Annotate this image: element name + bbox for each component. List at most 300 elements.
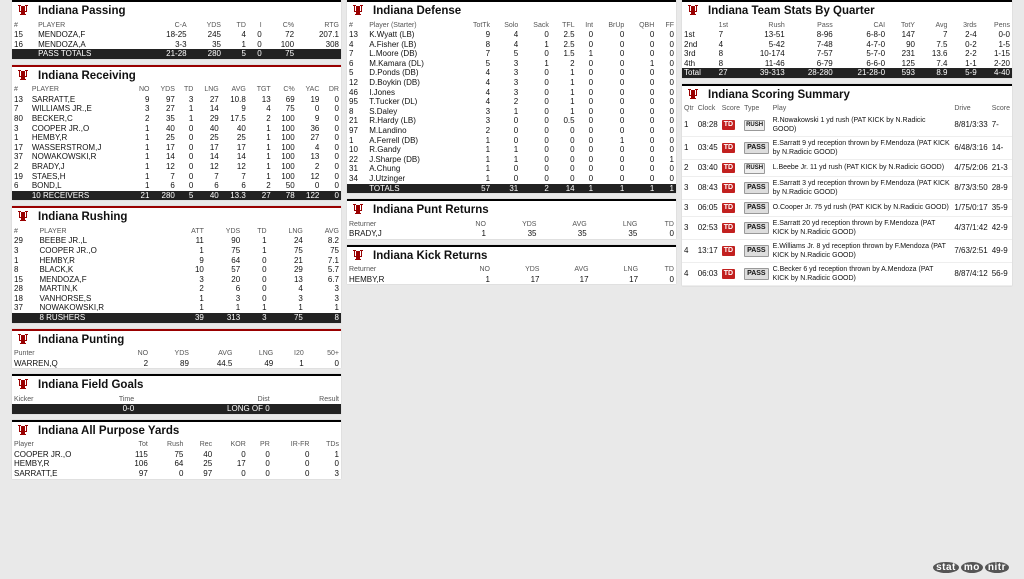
table-cell: 3 — [235, 293, 241, 303]
table-cell: 97 — [203, 469, 213, 479]
column-header: YDS — [206, 21, 221, 29]
scoring-score — [720, 239, 742, 262]
table-cell: 2.5 — [563, 30, 575, 39]
table-cell: 0 — [619, 39, 625, 49]
table-cell: 9 — [144, 94, 150, 104]
table-cell: 0 — [619, 145, 625, 155]
quarters-table — [682, 20, 1012, 78]
score-badge: TD — [723, 164, 734, 172]
table-cell: 0 — [619, 58, 625, 68]
table-cell: 27 — [310, 133, 320, 143]
table-cell: Total — [682, 68, 717, 78]
type-badge: RUSH — [744, 120, 765, 131]
column-header: Sack — [533, 21, 549, 29]
column-header: Time — [118, 395, 135, 403]
scoring-result: 28-9 — [990, 176, 1012, 199]
table-cell: L.Moore (DB) — [369, 49, 418, 59]
table-cell: 15 — [14, 274, 23, 284]
column-header: TD — [236, 21, 246, 29]
table-cell: 7 — [349, 49, 354, 59]
table-cell: 1 — [199, 245, 204, 255]
table-cell: 0 — [570, 125, 575, 135]
totals-row — [12, 49, 341, 59]
table-cell: 1-1 — [965, 58, 977, 68]
quarters-panel — [682, 0, 1012, 78]
table-cell: 35 — [628, 229, 638, 239]
table-cell: 2 — [314, 161, 320, 171]
table-cell: 75 — [264, 49, 296, 59]
table-cell: 0 — [334, 358, 339, 368]
table-cell: 1.5 — [563, 49, 575, 59]
scoring-panel — [682, 84, 1012, 286]
table-cell: 0 — [544, 154, 549, 164]
scoring-type — [742, 136, 771, 159]
column-header — [682, 20, 717, 30]
table-cell: 5 — [177, 191, 195, 201]
table-cell: 2.5 — [563, 39, 575, 49]
table-cell: 5-7-0 — [866, 49, 886, 59]
column-header: AVG — [231, 86, 246, 94]
table-cell: 20 — [231, 274, 241, 284]
table-cell: 0 — [619, 30, 625, 39]
indiana-trident-logo-icon — [16, 210, 30, 224]
table-cell: 1 — [266, 171, 271, 181]
allpurpose-table — [12, 440, 341, 479]
table-cell: S.Daley — [369, 106, 398, 116]
table-cell: 0 — [588, 39, 594, 49]
table-cell: 57 — [231, 265, 241, 275]
table-cell: 28-280 — [787, 68, 835, 78]
table-row — [347, 97, 676, 107]
score-badge: TD — [723, 144, 734, 152]
panel-title: Indiana Punt Returns — [373, 204, 489, 217]
column-header: TD — [664, 266, 674, 274]
table-cell: 36 — [310, 123, 320, 133]
table-cell: 1 — [485, 173, 491, 183]
table-row — [12, 181, 341, 191]
table-cell: 1 — [485, 154, 491, 164]
table-cell: 1 — [588, 49, 594, 59]
table-cell: 17.5 — [230, 113, 246, 123]
indiana-trident-logo-icon — [16, 333, 30, 347]
table-cell: 0 — [669, 30, 674, 39]
table-cell: 1 — [334, 303, 339, 313]
column-header: NO — [137, 350, 149, 358]
table-cell: 593 — [887, 68, 917, 78]
table-cell: 6 — [14, 181, 19, 191]
table-cell: 0 — [669, 58, 674, 68]
table-cell: 0 — [544, 106, 549, 116]
table-cell: 0 — [588, 87, 594, 97]
table-cell: 2 — [485, 125, 491, 135]
table-cell: R.Gandy — [369, 145, 401, 155]
column-header: C% — [283, 86, 295, 94]
table-cell: 13 — [261, 94, 271, 104]
panel-title: Indiana Defense — [373, 5, 462, 17]
column-header: CAI — [873, 21, 886, 29]
table-cell: 9 — [241, 104, 246, 114]
allpurpose-panel — [12, 420, 341, 479]
scoring-row — [682, 136, 1012, 159]
column-header: LNG — [622, 220, 638, 228]
column-header: TDs — [326, 441, 339, 449]
table-cell: 3 — [242, 313, 268, 323]
table-cell: 0 — [262, 265, 267, 275]
table-cell: 1st — [684, 30, 695, 39]
type-badge: PASS — [744, 245, 769, 257]
table-cell: 4th — [684, 58, 696, 68]
table-cell: 4 — [298, 284, 303, 294]
table-row — [347, 88, 676, 98]
table-cell: 0 — [265, 469, 270, 479]
table-cell: 1 — [262, 236, 267, 246]
table-cell: 1 — [266, 123, 271, 133]
table-cell: 100 — [280, 39, 295, 49]
table-cell: 25 — [165, 133, 175, 143]
table-cell: 0 — [570, 173, 575, 183]
table-row — [12, 294, 341, 304]
table-cell: 0 — [619, 87, 625, 97]
table-cell: 97 — [165, 94, 175, 104]
table-cell: D.Ponds (DB) — [369, 68, 419, 78]
table-cell: 17 — [165, 142, 175, 152]
table-cell: 17 — [530, 274, 540, 284]
table-cell: 7 — [485, 49, 491, 59]
table-cell: 1 — [144, 181, 150, 191]
table-cell: 75 — [231, 245, 241, 255]
table-cell: 3 — [513, 58, 519, 68]
table-cell: 0 — [188, 142, 194, 152]
table-cell: 27 — [248, 191, 273, 201]
table-cell: 0 — [321, 191, 341, 201]
panel-title: Indiana Team Stats By Quarter — [708, 5, 875, 17]
table-cell: 0 — [188, 181, 194, 191]
table-cell: COOPER JR.,O — [39, 245, 97, 255]
table-cell: 1 — [570, 97, 575, 107]
scoring-qtr: 2 — [682, 159, 696, 176]
panel-title: Indiana All Purpose Yards — [38, 424, 180, 437]
table-cell: 25 — [236, 133, 246, 143]
table-cell: 0 — [619, 125, 625, 135]
table-cell: 4 — [513, 39, 519, 49]
passing-table — [12, 20, 341, 59]
table-cell: SARRATT,E — [31, 94, 76, 104]
table-cell: 17 — [579, 274, 589, 284]
table-cell: 0 — [649, 145, 655, 155]
table-cell: 0 — [262, 284, 267, 294]
table-cell: 0 — [241, 469, 246, 479]
table-cell: J.Utzinger — [369, 173, 406, 183]
table-row — [12, 40, 341, 50]
table-cell: 3 — [513, 77, 519, 87]
scoring-play: E.Sarratt 20 yd reception thrown by F.Mendoza (PAT KICK by N.Radicic GOOD) — [771, 216, 953, 239]
table-cell: 35 — [577, 229, 587, 239]
table-cell: 0 — [544, 30, 549, 39]
table-cell: 1 — [485, 274, 490, 284]
table-cell: 7 — [943, 30, 948, 39]
table-cell: 0 — [544, 87, 549, 97]
table-cell: 125 — [901, 58, 915, 68]
table-cell: 21 — [131, 191, 151, 201]
table-cell: 75 — [174, 449, 184, 459]
table-cell: SARRATT,E — [14, 469, 58, 479]
table-cell: 1 — [298, 303, 303, 313]
type-badge: PASS — [744, 142, 769, 154]
table-cell: 69 — [285, 94, 295, 104]
column-header: LNG — [288, 227, 303, 235]
table-row — [347, 107, 676, 117]
column-header: PLAYER — [39, 227, 67, 235]
table-row — [12, 284, 341, 294]
indiana-trident-logo-icon — [16, 378, 30, 392]
column-header: Score — [991, 105, 1010, 113]
table-cell: 89 — [180, 358, 189, 368]
table-cell: 1 — [513, 145, 519, 155]
receiving-table — [12, 85, 341, 201]
table-cell: 1 — [266, 133, 271, 143]
fieldgoals-panel — [12, 374, 341, 414]
table-cell: 0 — [669, 77, 674, 87]
panel-title: Indiana Scoring Summary — [708, 88, 850, 101]
table-cell: 17 — [14, 142, 23, 152]
table-cell: 1 — [349, 135, 354, 145]
table-cell: 21 — [349, 116, 358, 126]
column-header: TFL — [562, 21, 575, 29]
table-cell: 1 — [544, 39, 549, 49]
kickreturns-panel — [347, 245, 676, 285]
table-cell: 31 — [349, 164, 358, 174]
watermark-part: stat — [933, 562, 959, 573]
table-cell: T.Tucker (DL) — [369, 97, 418, 107]
indiana-trident-logo-icon — [686, 88, 700, 102]
table-cell: 25 — [209, 133, 219, 143]
column-header: 3rds — [963, 21, 977, 29]
table-cell: 3 — [14, 123, 19, 133]
scoring-result: 56-9 — [990, 262, 1012, 285]
table-cell: 0 — [619, 97, 625, 107]
scoring-play: O.Cooper Jr. 75 yd rush (PAT KICK by N.Radicic GOOD) — [771, 199, 953, 216]
rushing-table — [12, 226, 341, 322]
table-cell: 4 — [266, 104, 271, 114]
table-row — [12, 172, 341, 182]
table-cell: 13-51 — [764, 30, 785, 39]
type-badge: PASS — [744, 182, 769, 194]
table-cell: 0 — [178, 469, 184, 479]
table-cell: R.Hardy (LB) — [369, 116, 416, 126]
table-row — [12, 236, 341, 246]
table-cell: 0 — [669, 125, 674, 135]
panel-title: Indiana Punting — [38, 333, 125, 346]
table-cell: 0 — [544, 68, 549, 78]
table-row — [347, 78, 676, 88]
table-cell: 1 — [266, 142, 271, 152]
table-cell: 0 — [588, 125, 594, 135]
table-cell: 1 — [188, 104, 194, 114]
scoring-drive: 8/81/3:33 — [952, 114, 989, 137]
table-cell: 0 — [588, 30, 594, 39]
table-cell: 6.7 — [327, 274, 339, 284]
column-header: 50+ — [327, 350, 339, 358]
table-cell: 3rd — [684, 49, 696, 59]
table-cell: 10-174 — [759, 49, 785, 59]
column-header: Play — [772, 105, 787, 113]
table-cell: 0 — [188, 133, 194, 143]
table-cell: 0 — [305, 449, 310, 459]
table-cell: 0 — [619, 164, 625, 174]
table-cell: 2-2 — [965, 49, 977, 59]
watermark-part: mo — [961, 562, 983, 573]
table-cell — [296, 49, 341, 59]
totals-row — [682, 68, 1012, 78]
table-cell: 5 — [485, 58, 491, 68]
table-cell: A.Chung — [369, 164, 401, 174]
table-cell: 0 — [334, 459, 339, 469]
table-cell: 207.1 — [318, 30, 339, 39]
table-cell: 3 — [334, 469, 339, 479]
table-cell: 14 — [209, 104, 219, 114]
column-header: AVG — [218, 350, 233, 358]
column-header: YAC — [305, 86, 320, 94]
table-cell: 75 — [285, 104, 295, 114]
scoring-clock: 06:05 — [696, 199, 720, 216]
indiana-trident-logo-icon — [351, 4, 365, 18]
totals-row — [12, 313, 341, 323]
scoring-play: E.Sarratt 9 yd reception thrown by F.Mendoza (PAT KICK by N.Radicic GOOD) — [771, 136, 953, 159]
panel-title: Indiana Rushing — [38, 211, 128, 224]
table-cell: 35 — [165, 113, 175, 123]
column-header: Rush — [167, 441, 184, 449]
scoring-result: 42-9 — [990, 216, 1012, 239]
table-cell: 0 — [619, 68, 625, 78]
table-cell: 9 — [314, 113, 320, 123]
table-cell: 6 — [170, 181, 175, 191]
scoring-type — [742, 262, 771, 285]
table-cell: 1 — [656, 184, 676, 194]
table-cell: 0 — [262, 274, 267, 284]
table-cell: 6-79 — [816, 58, 833, 68]
scoring-qtr: 1 — [682, 114, 696, 137]
table-cell: 3-3 — [175, 39, 187, 49]
table-row — [12, 133, 341, 143]
table-cell: 0 — [649, 135, 655, 145]
table-row — [682, 30, 1012, 40]
table-cell: 0 — [669, 97, 674, 107]
table-cell: 17 — [236, 459, 246, 469]
table-cell: 11 — [195, 236, 204, 246]
table-cell: 4-40 — [979, 68, 1012, 78]
defense-table — [347, 20, 676, 193]
table-cell: BRADY,J — [31, 161, 65, 171]
table-cell: 0 — [241, 449, 246, 459]
table-cell: 0 — [619, 106, 625, 116]
scoring-qtr: 3 — [682, 199, 696, 216]
table-cell: 14 — [165, 152, 175, 162]
table-cell: 0 — [265, 459, 270, 469]
column-header: NO — [479, 266, 490, 274]
table-cell: 75 — [330, 245, 339, 255]
table-row — [347, 275, 676, 285]
table-cell: 0 — [544, 145, 549, 155]
table-cell: 0 — [314, 181, 320, 191]
table-cell: 3 — [14, 245, 19, 255]
table-cell: 8 — [14, 265, 19, 275]
table-cell: 7-57 — [816, 49, 833, 59]
table-cell: 40 — [165, 123, 175, 133]
table-row — [347, 174, 676, 184]
table-cell: 0 — [257, 39, 262, 49]
scoring-row — [682, 239, 1012, 262]
passing-panel — [12, 0, 341, 59]
table-cell: 40 — [209, 123, 219, 133]
table-cell: 0 — [262, 293, 267, 303]
table-cell: 22 — [349, 154, 358, 164]
table-cell: 1 — [144, 123, 150, 133]
table-row — [347, 136, 676, 146]
scoring-qtr: 4 — [682, 262, 696, 285]
table-cell: 1 — [14, 133, 19, 143]
table-cell: 16 — [14, 39, 23, 49]
column-header: # — [14, 21, 18, 29]
table-cell: 0 — [570, 145, 575, 155]
table-cell: 2 — [513, 97, 519, 107]
table-cell: 0 — [669, 116, 674, 126]
table-cell: 1 — [262, 303, 267, 313]
table-row — [347, 126, 676, 136]
table-cell: 64 — [174, 459, 184, 469]
table-row — [12, 30, 341, 40]
column-header: YDS — [160, 86, 175, 94]
table-cell: 0 — [649, 106, 655, 116]
column-right — [682, 0, 1012, 292]
table-cell: 1 — [544, 58, 549, 68]
table-cell: 8 — [349, 106, 354, 116]
table-cell: 14 — [551, 184, 577, 194]
scoring-drive: 1/75/0:17 — [952, 199, 989, 216]
table-cell: 5 — [349, 68, 354, 78]
scoring-play: E.Williams Jr. 8 yd reception thrown by F.Mendoza (PAT KICK by N.Radicic GOOD) — [771, 239, 953, 262]
table-row — [12, 265, 341, 275]
totals-row — [12, 191, 341, 201]
table-cell: 4 — [314, 142, 320, 152]
table-cell: 1 — [144, 171, 150, 181]
table-cell: 97 — [349, 125, 358, 135]
table-cell: 2 — [143, 358, 149, 368]
table-cell: 13 — [310, 152, 320, 162]
scoring-drive: 4/37/1:42 — [952, 216, 989, 239]
table-cell: 0 — [544, 164, 549, 174]
table-cell: HEMBY,R — [39, 255, 75, 265]
table-cell: 0 — [649, 68, 655, 78]
table-cell: 12 — [236, 161, 246, 171]
column-header: Result — [319, 395, 339, 403]
table-row — [347, 164, 676, 174]
table-cell — [12, 49, 36, 59]
table-cell: 3 — [144, 104, 150, 114]
table-row — [12, 114, 341, 124]
table-cell: 31 — [492, 184, 520, 194]
table-cell: 0 — [649, 87, 655, 97]
table-cell: 0 — [544, 116, 549, 126]
table-cell: 2 — [266, 181, 271, 191]
table-cell: 0 — [669, 145, 674, 155]
table-cell: 1 — [299, 358, 304, 368]
score-badge: TD — [723, 184, 734, 192]
table-cell: 1 — [626, 184, 656, 194]
table-cell: 0 — [619, 173, 625, 183]
table-cell: 5-42 — [768, 39, 785, 49]
table-cell: 0 — [262, 255, 267, 265]
column-header: Solo — [504, 21, 519, 29]
